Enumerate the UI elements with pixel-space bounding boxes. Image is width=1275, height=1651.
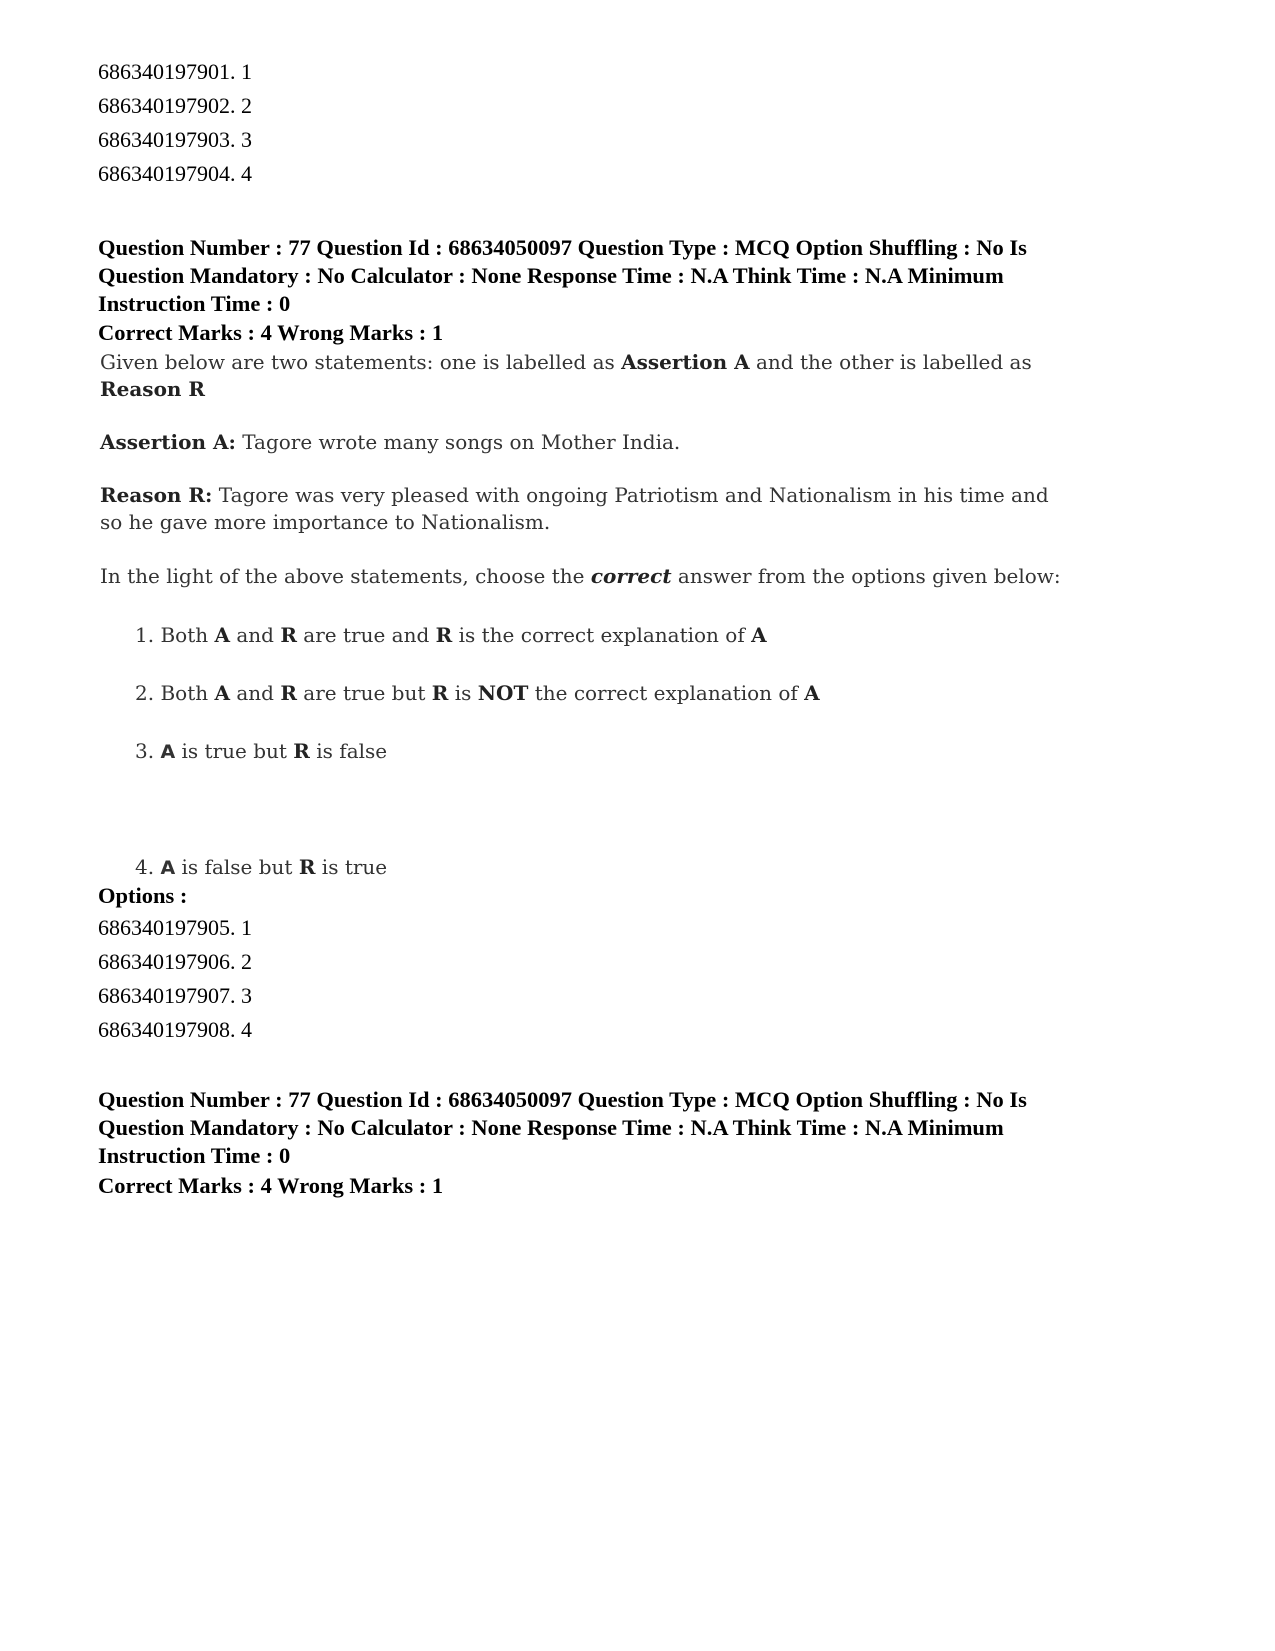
intro-bold: Assertion A xyxy=(621,350,750,374)
question-intro-line1 xyxy=(100,350,1032,374)
options-label: Options : xyxy=(98,883,188,908)
reason-text: Tagore was very pleased with ongoing Patriotism and Nationalism in his time and xyxy=(212,483,1049,507)
instruction-text: answer from the options given below: xyxy=(671,564,1061,588)
choice-number: 4. xyxy=(135,855,155,879)
choice-bold: R xyxy=(298,855,316,879)
choice-2 xyxy=(135,681,820,705)
instruction-italic: correct xyxy=(590,564,672,588)
intro-text: and the other is labelled as xyxy=(749,350,1032,374)
choice-bold: A xyxy=(751,623,767,647)
reason-line2 xyxy=(100,510,550,534)
reason-text: so he gave more importance to Nationalism. xyxy=(100,510,551,534)
previous-options-list xyxy=(98,55,252,191)
choice-text: are true but xyxy=(296,681,432,705)
choice-text: Both xyxy=(154,681,215,705)
choice-bold: A xyxy=(214,623,230,647)
options-list xyxy=(98,911,252,1047)
choice-text: is false but xyxy=(175,855,299,879)
option-line: 686340197904. 4 xyxy=(98,161,252,186)
choice-bold: NOT xyxy=(477,681,529,705)
question-header-line: Question Mandatory : No Calculator : None Response Time : N.A Think Time : N.A Minimum xyxy=(98,1115,1004,1140)
choice-bold: R xyxy=(280,681,297,705)
question-intro-line2 xyxy=(100,377,205,401)
assertion-text: Tagore wrote many songs on Mother India. xyxy=(235,430,681,454)
question-header-line: Instruction Time : 0 xyxy=(98,291,291,316)
question-header-line: Question Mandatory : No Calculator : None Response Time : N.A Think Time : N.A Minimum xyxy=(98,263,1004,288)
choice-bold: A xyxy=(160,857,176,879)
assertion-line xyxy=(100,430,680,454)
choice-bold: R xyxy=(431,681,449,705)
option-line: 686340197905. 1 xyxy=(98,915,252,940)
choice-number: 3. xyxy=(135,739,155,763)
option-line: 686340197902. 2 xyxy=(98,93,252,118)
question-header-line: Question Number : 77 Question Id : 68634050097 Question Type : MCQ Option Shuffling : No Is xyxy=(98,1087,1027,1112)
option-line: 686340197903. 3 xyxy=(98,127,252,152)
choice-bold: A xyxy=(160,741,176,763)
choice-4 xyxy=(135,855,387,879)
choice-text: are true and xyxy=(296,623,436,647)
question-header-line: Question Number : 77 Question Id : 68634050097 Question Type : MCQ Option Shuffling : No Is xyxy=(98,235,1027,260)
reason-label: Reason R: xyxy=(100,483,213,507)
choice-bold: A xyxy=(804,681,820,705)
option-line: 686340197907. 3 xyxy=(98,983,252,1008)
marks-line: Correct Marks : 4 Wrong Marks : 1 xyxy=(98,1173,444,1198)
reason-line1 xyxy=(100,483,1049,507)
question-header xyxy=(98,234,1178,318)
choice-bold: R xyxy=(280,623,297,647)
option-line: 686340197908. 4 xyxy=(98,1017,252,1042)
choice-3 xyxy=(135,739,387,763)
question-header-line: Instruction Time : 0 xyxy=(98,1143,291,1168)
marks-line: Correct Marks : 4 Wrong Marks : 1 xyxy=(98,320,444,345)
option-line: 686340197906. 2 xyxy=(98,949,252,974)
choice-1 xyxy=(135,623,767,647)
intro-bold: Reason R xyxy=(100,377,206,401)
intro-text: Given below are two statements: one is labelled as xyxy=(100,350,622,374)
choice-number: 2. xyxy=(135,681,155,705)
question-header xyxy=(98,1086,1178,1170)
choice-text: the correct explanation of xyxy=(528,681,805,705)
choice-text: and xyxy=(230,681,281,705)
instruction-line xyxy=(100,564,1061,588)
instruction-text: In the light of the above statements, choose the xyxy=(100,564,591,588)
choice-text: and xyxy=(230,623,281,647)
assertion-label: Assertion A: xyxy=(100,430,236,454)
choice-text: is the correct explanation of xyxy=(452,623,752,647)
choice-bold: R xyxy=(293,739,310,763)
choice-text: is xyxy=(448,681,478,705)
choice-bold: A xyxy=(214,681,230,705)
choice-number: 1. xyxy=(135,623,155,647)
choice-text: is true xyxy=(315,855,388,879)
choice-text: Both xyxy=(154,623,215,647)
choice-text: is true but xyxy=(175,739,294,763)
option-line: 686340197901. 1 xyxy=(98,59,252,84)
choice-bold: R xyxy=(435,623,453,647)
choice-text: is false xyxy=(309,739,388,763)
